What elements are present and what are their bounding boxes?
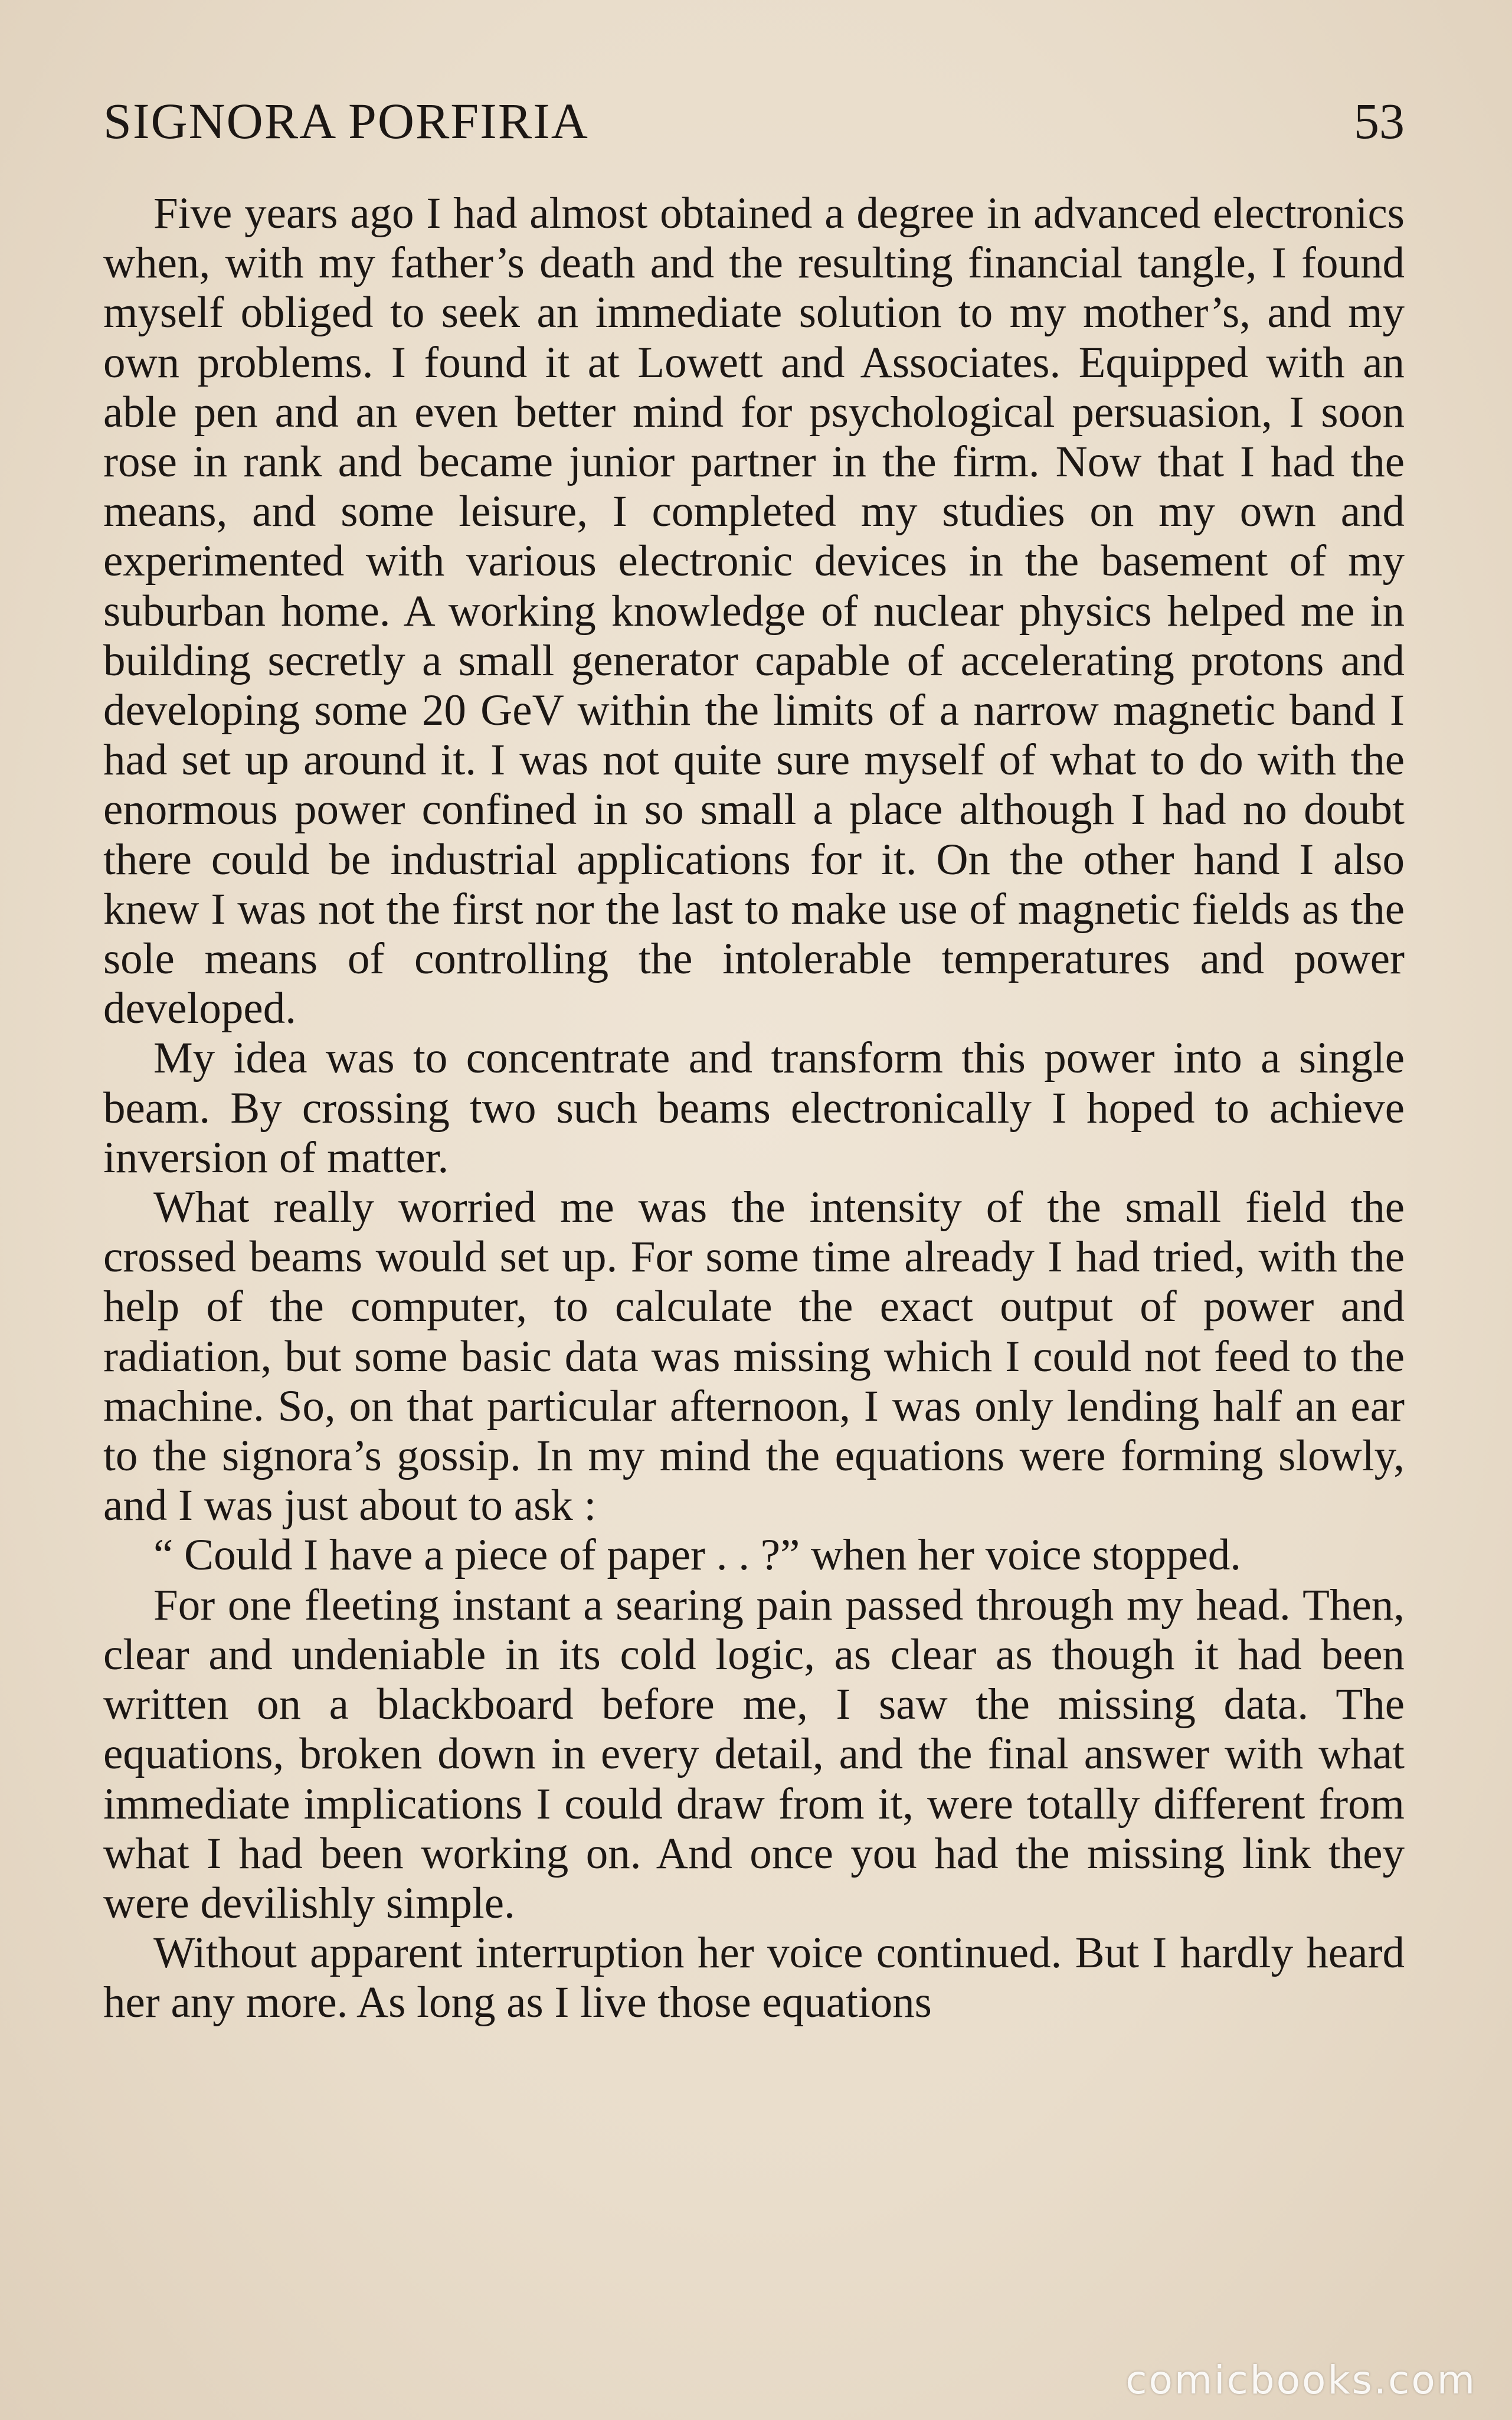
running-header — [103, 86, 1405, 156]
paragraph: For one fleeting instant a searing pain passed through my head. Then, clear and undeniable in its cold logic, as clear as though it had been written on a blackboard before me, I saw the missing data. The equations, broken down in every detail, and the final answer with what immediate implications I could draw from it, were totally different from what I had been working on. And once you had the missing link they were devilishly simple. — [103, 1580, 1405, 1928]
watermark: comicbooks.com — [1125, 2357, 1477, 2403]
paragraph: My idea was to concentrate and transform this power into a single beam. By crossing two such beams electronically I hoped to achieve inversion of matter. — [103, 1034, 1405, 1182]
paragraph: Five years ago I had almost obtained a degree in advanced electronics when, with my father’s death and the resulting financial tangle, I found myself obliged to seek an immediate solution to my mother’s, and my own problems. I found it at Lowett and Associates. Equipped with an able pen and an even better mind for psychological persuasion, I soon rose in rank and became junior partner in the firm. Now that I had the means, and some leisure, I completed my studies on my own and experimented with various electronic devices in the basement of my suburban home. A working knowledge of nuclear physics helped me in building secretly a small generator capable of accelerating protons and developing some 20 GeV within the limits of a narrow magnetic band I had set up around it. I was not quite sure myself of what to do with the enormous power confined in so small a place although I had no doubt there could be industrial applications for it. On the other hand I also knew I was not the first nor the last to make use of magnetic fields as the sole means of controlling the intolerable temperatures and power developed. — [103, 189, 1405, 1034]
paragraph: “ Could I have a piece of paper . . ?” when her voice stopped. — [153, 1531, 1241, 1580]
paragraph: What really worried me was the intensity of the small field the crossed beams would set up. For some time already I had tried, with the help of the computer, to calculate the exact output of power and radiation, but some basic data was missing which I could not feed to the machine. So, on that particular afternoon, I was only lending half an ear to the signora’s gossip. In my mind the equations were forming slowly, and I was just about to ask : — [103, 1183, 1405, 1531]
page-number: 53 — [1354, 93, 1405, 149]
running-title: SIGNORA PORFIRIA — [103, 93, 589, 149]
paragraph: Without apparent interruption her voice continued. But I hardly heard her any more. As long as I live those equations — [103, 1928, 1405, 2027]
body-text — [103, 189, 1405, 2028]
